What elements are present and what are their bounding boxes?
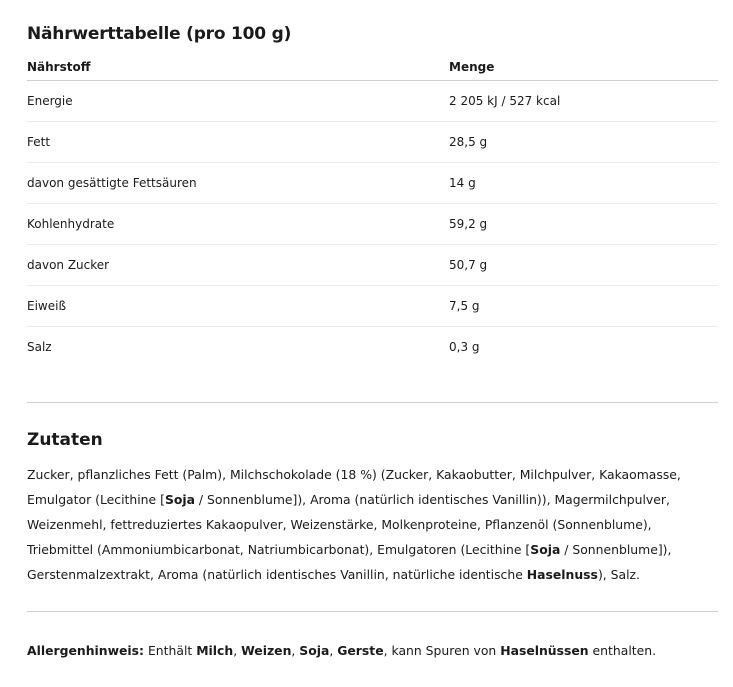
table-row [27,81,718,122]
table-row [27,204,718,245]
header-amount: Menge [449,54,718,81]
table-row [27,327,718,368]
allergen-text-part: , [329,643,338,658]
allergen-label: Allergenhinweis: [27,643,145,658]
nutrition-title: Nährwerttabelle (pro 100 g) [27,24,292,44]
allergen-text-part: , [291,643,300,658]
allergen-text-part: , kann Spuren von [383,643,501,658]
allergen-highlight: Soja [299,643,330,658]
ingredients-text-part: / Sonnenblume]), Aroma (natürlich identisches Vanillin)), Magermilchpulver, Weizenmehl, fettreduziertes Kakaopulver, Weizenstärke, Molkenproteine, Pflanzenöl (Sonnenblume), Triebmittel (Ammoniumbicarbonat, Natriumbicarbonat), Emulgatoren (Lecithine [ [27,492,670,557]
allergen-highlight: Haselnüssen [500,643,589,658]
nutrient-value: 7,5 g [449,286,718,327]
nutrient-value: 2 205 kJ / 527 kcal [449,81,718,122]
allergen-highlight: Haselnuss [526,567,598,582]
header-nutrient: Nährstoff [27,54,449,81]
allergen-highlight: Weizen [241,643,292,658]
ingredients-text-part: Zucker, pflanzliches Fett (Palm), Milchschokolade (18 %) (Zucker, Kakaobutter, Milchpulver, Kakaomasse, Emulgator (Lecithine [ [27,467,681,507]
nutrition-header-row [27,54,718,81]
nutrient-value: 50,7 g [449,245,718,286]
nutrient-name: Eiweiß [27,286,449,327]
nutrient-value: 28,5 g [449,122,718,163]
table-row [27,163,718,204]
ingredients-text-part: ), Salz. [597,567,640,582]
allergen-highlight: Milch [196,643,234,658]
nutrient-name: davon gesättigte Fettsäuren [27,163,449,204]
nutrient-name: Energie [27,81,449,122]
ingredients-text [27,462,718,587]
allergen-text-part: Enthält [144,643,197,658]
section-divider [27,611,718,612]
allergen-highlight: Soja [530,542,561,557]
table-row [27,286,718,327]
ingredients-text-part: / Sonnenblume]), Gerstenmalzextrakt, Aroma (natürlich identisches Vanillin, natürliche identische [27,542,672,582]
allergen-text-part: , [233,643,242,658]
allergen-highlight: Gerste [337,643,384,658]
nutrient-value: 59,2 g [449,204,718,245]
table-row [27,245,718,286]
allergen-highlight: Soja [164,492,195,507]
nutrient-value: 14 g [449,163,718,204]
section-divider [27,402,718,403]
nutrient-name: Kohlenhydrate [27,204,449,245]
allergen-notice [27,638,718,663]
nutrition-table [27,54,718,367]
table-row [27,122,718,163]
nutrient-name: Fett [27,122,449,163]
allergen-text-part: enthalten. [588,643,657,658]
nutrient-name: Salz [27,340,52,354]
ingredients-title: Zutaten [27,430,103,450]
nutrient-value: 0,3 g [449,340,480,354]
nutrient-name: davon Zucker [27,245,449,286]
